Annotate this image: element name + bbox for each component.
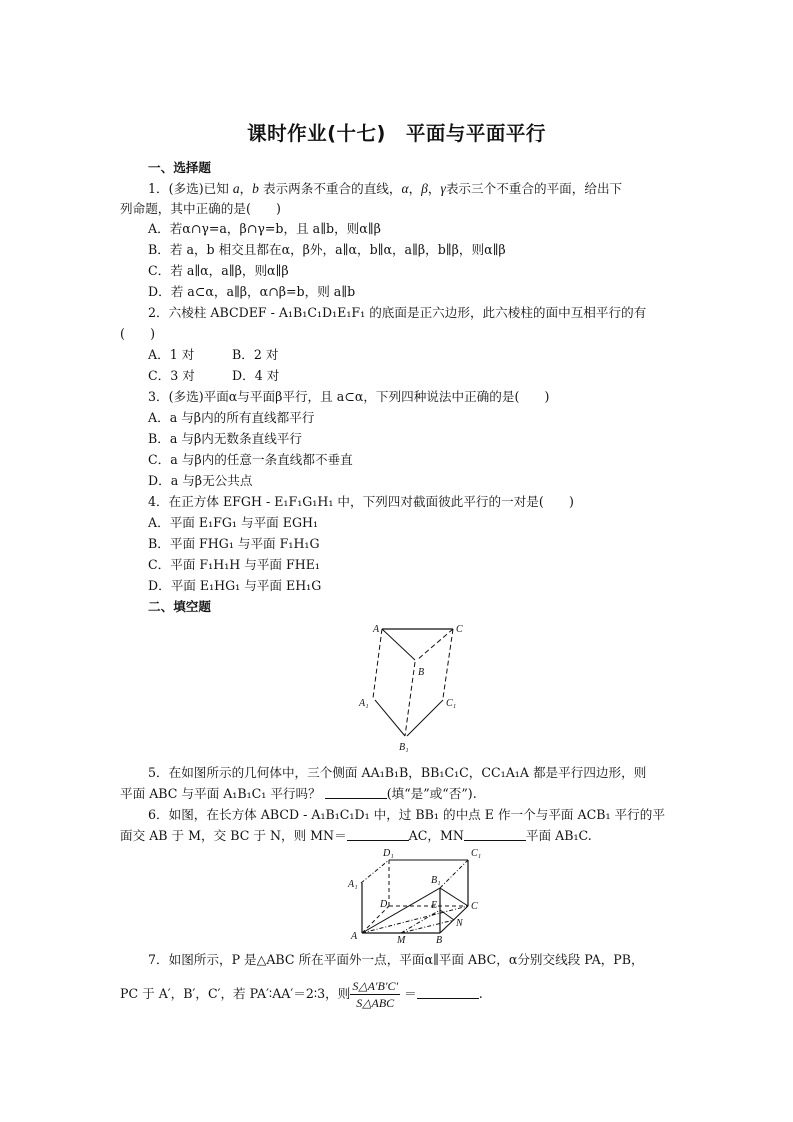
edge-aa1 (373, 629, 382, 698)
figure-cuboid (345, 843, 485, 945)
label-d: D (380, 899, 388, 910)
q2-stem-cont: ( ) (120, 326, 156, 341)
q6-answer-blank-1[interactable] (347, 829, 409, 841)
q1-stem-a: 1．(多选)已知 (148, 181, 229, 196)
q1-option-b: B．若 a，b 相交且都在α，β外，a∥α，b∥α，a∥β，b∥β，则α∥β (148, 242, 506, 257)
figure-prism (355, 618, 475, 754)
q7-fraction (350, 978, 400, 1011)
q5-line2b: (填“是”或“否”). (386, 786, 477, 801)
section-heading-fill: 二、填空题 (148, 599, 211, 614)
label-b1: B₁ (431, 875, 441, 886)
q3-option-a: A．a 与β内的所有直线都平行 (148, 410, 315, 425)
q6-answer-blank-2[interactable] (464, 829, 526, 841)
q7-line1: 7．如图所示，P 是△ABC 所在平面外一点，平面α∥平面 ABC，α分别交线段 PA，PB， (148, 952, 644, 967)
q3-option-d: D．a 与β无公共点 (148, 473, 253, 488)
q5-answer-blank[interactable] (325, 787, 387, 799)
q1-option-d: D．若 a⊂α，a∥β，α∩β=b，则 a∥b (148, 284, 356, 299)
q3-stem: 3．(多选)平面α与平面β平行，且 a⊂α，下列四种说法中正确的是( ) (148, 389, 550, 404)
edge-cc1 (443, 629, 453, 698)
label-d1: D₁ (383, 848, 394, 859)
label-a: A (373, 624, 380, 635)
q7-frac-denominator: S△ABC (356, 996, 395, 1010)
q1-stem-b: 表示两条不重合的直线， (262, 181, 402, 196)
edge-bb1 (405, 662, 415, 736)
edge-a1b1 (375, 700, 405, 736)
q2-option-b: B．2 对 (232, 347, 279, 362)
label-c1: C₁ (471, 848, 482, 859)
label-c1: C₁ (446, 698, 457, 709)
edge-cb (417, 629, 453, 660)
q4-option-c: C．平面 F₁H₁H 与平面 FHE₁ (148, 557, 320, 572)
label-c: C (471, 901, 478, 912)
q6-line2c: 平面 AB₁C. (525, 828, 592, 843)
edge-ab (382, 629, 415, 660)
q6-line2b: AC，MN (408, 828, 464, 843)
q4-stem: 4．在正方体 EFGH - E₁F₁G₁H₁ 中，下列四对截面彼此平行的一对是( ) (148, 494, 574, 509)
q4-option-d: D．平面 E₁HG₁ 与平面 EH₁G (148, 578, 322, 593)
label-m: M (397, 935, 406, 945)
label-b: B (436, 935, 443, 945)
q2-option-c: C．3 对 (148, 368, 195, 383)
page-title: 课时作业(十七) 平面与平面平行 (247, 122, 546, 145)
q4-option-b: B．平面 FHG₁ 与平面 F₁H₁G (148, 536, 320, 551)
q1-option-c: C．若 a∥α，a∥β，则α∥β (148, 263, 289, 278)
q5-line2 (120, 786, 477, 802)
q3-option-b: B．a 与β内无数条直线平行 (148, 431, 302, 446)
label-n: N (456, 918, 463, 929)
q1-option-a: A．若α∩γ=a，β∩γ=b，且 a∥b，则α∥β (148, 221, 381, 236)
q1-stem-c: 表示三个不重合的平面，给出下 (445, 181, 623, 196)
q5-line2a: 平面 ABC 与平面 A₁B₁C₁ 平行吗？ (120, 786, 321, 801)
q7-frac-numerator: S△A′B′C′ (352, 979, 399, 993)
label-a1: A₁ (348, 879, 358, 890)
q1-stem-line1: 1．(多选)已知 a，b 表示两条不重合的直线，α，β，γ表示三个不重合的平面，给出下 (148, 181, 623, 196)
q6-line1: 6．如图，在长方体 ABCD - A₁B₁C₁D₁ 中，过 BB₁ 的中点 E 作一个与平面 ACB₁ 平行的平 (148, 807, 665, 822)
q6-line2 (120, 828, 592, 844)
section-heading-choice: 一、选择题 (148, 160, 211, 175)
label-e: E (431, 900, 438, 911)
q7-line2a: PC 于 A′，B′，C′，若 PA′∶AA′＝2∶3，则 (120, 986, 351, 1001)
q4-option-a: A．平面 E₁FG₁ 与平面 EGH₁ (148, 515, 319, 530)
q7-line2b: ＝ (404, 986, 417, 1001)
q1-stem-line2: 列命题，其中正确的是( ) (120, 201, 281, 216)
label-a: A (351, 931, 358, 942)
label-b1: B₁ (399, 742, 409, 753)
q7-answer-blank[interactable] (417, 987, 479, 999)
label-a1: A₁ (359, 698, 369, 709)
q2-option-a: A．1 对 (148, 347, 195, 362)
q2-stem: 2．六棱柱 ABCDEF - A₁B₁C₁D₁E₁F₁ 的底面是正六边形，此六棱柱的面中互相平行的有 (148, 305, 647, 320)
label-c: C (456, 624, 463, 635)
q5-line1: 5．在如图所示的几何体中，三个侧面 AA₁B₁B，BB₁C₁C，CC₁A₁A 都是平行四边形，则 (148, 765, 647, 780)
q7-line2c: . (478, 986, 483, 1001)
q6-line2a: 面交 AB 于 M，交 BC 于 N，则 MN＝ (120, 828, 347, 843)
q2-option-d: D．4 对 (232, 368, 280, 383)
q3-option-c: C．a 与β内的任意一条直线都不垂直 (148, 452, 353, 467)
label-b: B (418, 667, 425, 678)
edge-c1b1 (407, 700, 443, 736)
q7-line2 (120, 978, 483, 1011)
